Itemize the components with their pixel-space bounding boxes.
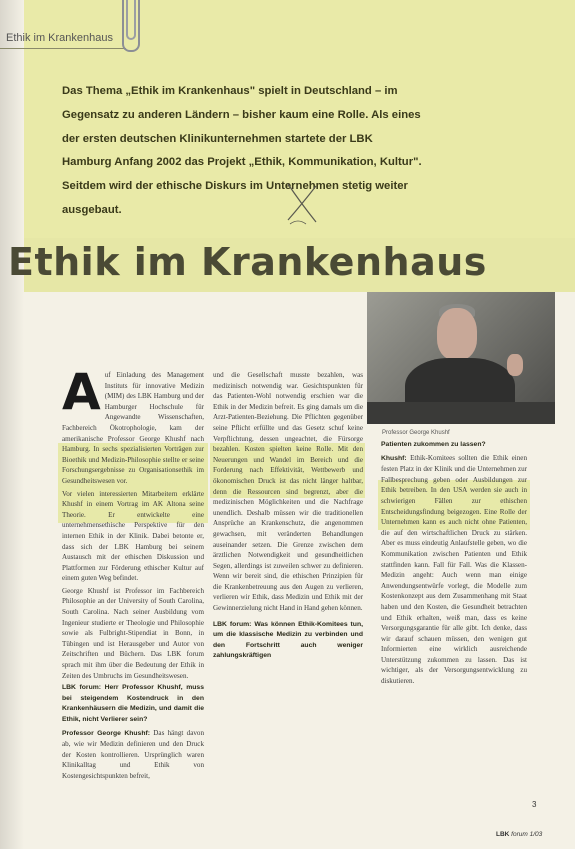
column-1-paragraph-1: uf Einladung des Management Instituts für innovative Medizin (MIM) des LBK Hamburg und der Hamburger Hochschule für Angewandte Wissenschaften, Fachbereich Ökotrophologie, kam der amerikanische Professor George Khushf nach Hamburg. In sechs spezialisierten Vorträgen zur Bioethik und Medizin-Philosophie stellte er seine Forschungsergebnisse zu Organisationsethik im Gesundheitswesen vor. — [62, 371, 204, 485]
portrait-head — [437, 308, 477, 360]
article-column-3 — [381, 440, 527, 689]
column-2-paragraph-1: und die Gesellschaft musste bezahlen, was medizinisch notwendig war. Gesichtspunkten für das Patienten-Wohl notwendig erschien war die Ethik in der Medizin befreit. Es ging damals um die Arzt-Patienten-Beziehung. Die Pflichten gegenüber seine Pflicht erfüllte und das Gesetz schuf keine Verpflichtung, dessen ungeachtet, die Fürsorge bezahlen. Kosten spielten keine Rolle. Mit den Neuerungen und Wandel im Bereich und die Forderung nach Effektivität, Wettbewerb und ökonomischen Druck ist das nicht länger haltbar, denn die Ressourcen sind begrenzt, aber die medizinischen Möglichkeiten und die Nachfrage unendlich. Deshalb müssen wir die traditionellen Ansprüche an Krankenschutz, die angenommen gewachsen, mit veränderten Behandlungen auseinander setzen. Die Grenze zwischen dem ärztlichen Notwendigkeit und gesundheitlichen Segen, allerdings ist zuweilen schwer zu definieren. Wenn wir bereit sind, die ethischen Prinzipien für die Krankenbetreuung aus den Augen zu verlieren, verlieren wir Ethik, dass Medizin und Ethik mit der Gewinnerzielung nicht Hand in Hand gehen können. — [213, 371, 363, 613]
portrait-photo — [367, 292, 555, 424]
paperclip-inner-icon — [126, 0, 136, 40]
answer-text: Ethik-Komitees sollten die Ethik einen festen Platz in der Klinik und die Unternehmen zur Fallbesprechung geben oder Ausbildungen zur Ethik betreiben. In den USA werden sie auch in schwierigen Fällen zur ethischen Entscheidungsfindung beigezogen. Eine Rolle der Unternehmen kann es auch nicht ohne Patienten, die auf den wirtschaftlichen Druck zu stärken. Aber es muss eindeutig Anlaufstelle geben, wo die Kommunikation zwischen Patienten und Ethik stattfinden kann. Fall für Fall. Was die Klassen-Medizin angeht: Auch wenn man einige Anwendungsentwürfe vorlegt, die Modelle zum Kostenkonzept aus dem Zusammenhang mit Staat haben und den Kosten, die Gesundheit betrachten und Ethik erhalten, weiß man, dass es keine Versorgungsgarantie für alle gibt. Ich denke, dass wir darauf schauen müssen, den wenigen gut Informierten eine wirklich ausreichende Unterstützung zukommen zu lassen. Das ist wichtiger, als der Versorgungsentwicklung zu diskutieren. — [381, 453, 527, 686]
intro-paragraph: Das Thema „Ethik im Krankenhaus" spielt in Deutschland – im Gegensatz zu anderen Ländern – bisher kaum eine Rolle. Als eines der ersten deutschen Klinikunternehmen startete der LBK Hamburg Anfang 2002 das Projekt „Ethik, Kommunikation, Kultur". Seitdem wird der ethische Diskurs im Unternehmen stetig weiter ausgebaut. — [62, 85, 422, 216]
photo-caption: Professor George Khushf — [382, 430, 450, 436]
interview-answer-1 — [62, 728, 204, 782]
article-column-1 — [62, 363, 204, 784]
answer-lead: Khushf: — [381, 454, 407, 462]
article-column-2 — [213, 370, 363, 664]
interview-question-2: LBK forum: Was können Ethik-Komitees tun, um die klassische Medizin zu verbinden und den Fortschritt auch weniger zahlungskräftigen — [213, 620, 363, 660]
interview-question-2-continued: Patienten zukommen zu lassen? — [381, 441, 486, 448]
interview-question-1: LBK forum: Herr Professor Khushf, muss bei steigendem Kostendruck in den Krankenhäusern die Medizin, und damit die Ethik, nicht Verlierer sein? — [62, 684, 204, 723]
answer-text: Das hängt davon ab, wie wir Medizin definieren und den Druck der Kosten kontrollieren. Ursprünglich waren Klinikalltag und Ethik von Kostengesichtspunkten befreit, — [62, 728, 204, 780]
answer-lead: Professor George Khushf: — [62, 729, 150, 737]
page-fold-shadow — [0, 0, 24, 849]
column-1-paragraph-3: George Khushf ist Professor im Fachbereich Philosophie an der University of South Carolina, South Carolina. Nach seiner Ausbildung vom Ingenieur studierte er Theologie und Philosophie sowie als Fulbright-Stipendiat in Bonn, in Tübingen und ist Herausgeber und Autor von Zeitschriften und Büchern. Das LBK forum sprach mit ihm über die Bedeutung der Ethik in Zeiten des Umbruchs im Gesundheitswesen. — [62, 586, 204, 680]
drop-cap: A — [62, 363, 101, 421]
footer-brand: LBK — [496, 831, 510, 838]
continuation-marker: 3 — [532, 800, 537, 809]
interview-answer-2 — [381, 453, 527, 687]
portrait-desk — [367, 402, 555, 424]
cross-mark-icon — [282, 180, 322, 226]
portrait-hand — [507, 354, 523, 376]
page-footer — [496, 831, 542, 838]
column-1-paragraph-2: Vor vielen interessierten Mitarbeitern erklärte Khushf in einem Vortrag im AK Altona seine Theorie. Er entwickelte eine unternehmensethische Perspektive für den internen Ethik in der Klinik. Dabei betonte er, dass sich der LBK Hamburg bei seinem Austausch mit der ethischen Diskussion und Plattformen zur Förderung ethischer Kultur auf einem guten Weg befindet. — [62, 489, 204, 583]
footer-issue: forum 1/03 — [511, 831, 543, 838]
section-tab: Ethik im Krankenhaus — [0, 28, 126, 49]
article-title: Ethik im Krankenhaus — [8, 240, 487, 284]
